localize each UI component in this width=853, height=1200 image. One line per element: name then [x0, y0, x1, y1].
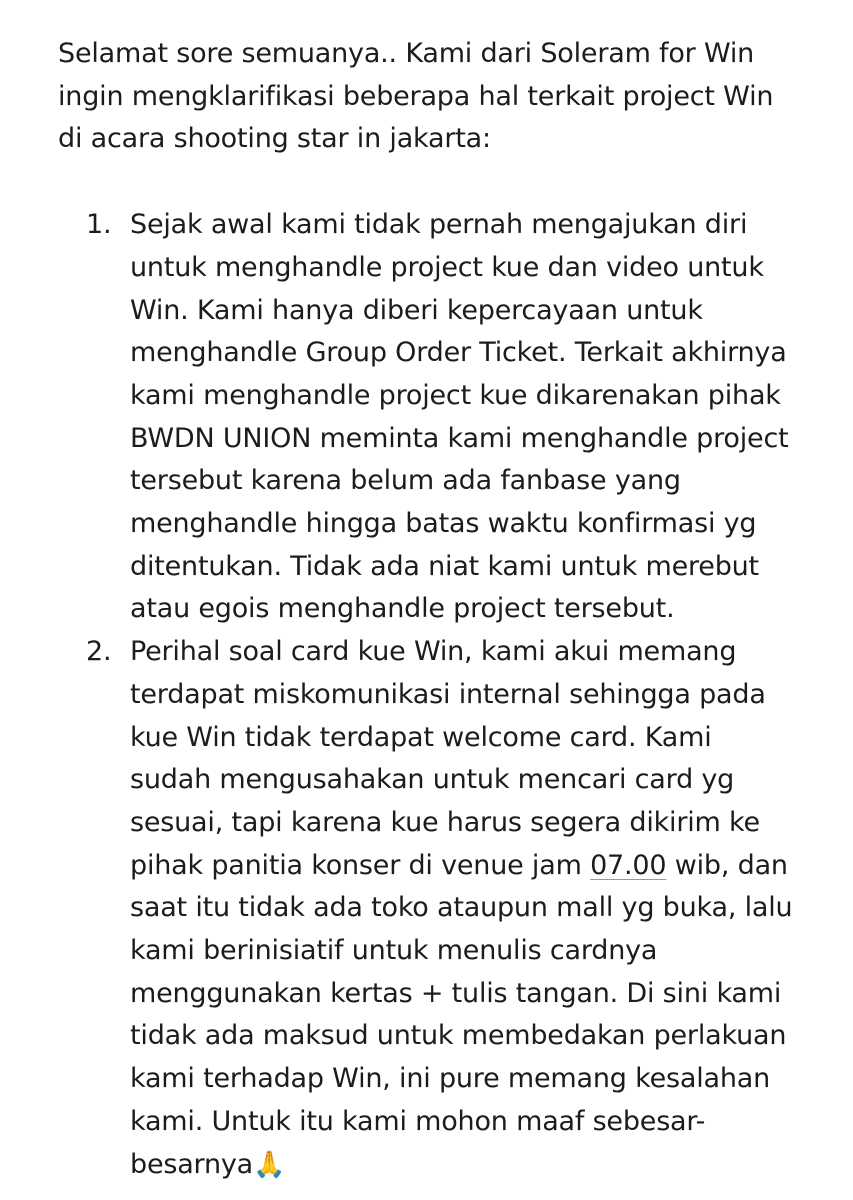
numbered-list — [58, 204, 848, 1186]
list-line: tidak ada maksud untuk membedakan perlakuan — [130, 1020, 787, 1052]
list-item-1 — [58, 204, 848, 631]
time-line-before: pihak panitia konser di venue jam — [130, 849, 591, 881]
list-line: Perihal soal card kue Win, kami akui memang — [130, 636, 737, 668]
list-line: Win. Kami hanya diberi kepercayaan untuk — [130, 294, 703, 326]
note-body — [58, 33, 848, 1186]
list-line: kami menghandle project kue dikarenakan pihak — [130, 379, 781, 411]
intro-line: ingin mengklarifikasi beberapa hal terkait project Win — [58, 80, 774, 112]
list-line: kami terhadap Win, ini pure memang kesalahan — [130, 1063, 771, 1095]
last-word: besarnya — [130, 1148, 254, 1180]
list-line: kue Win tidak terdapat welcome card. Kami — [130, 721, 712, 753]
list-line: kami berinisiatif untuk menulis cardnya — [130, 935, 658, 967]
list-line: menggunakan kertas + tulis tangan. Di sini kami — [130, 977, 782, 1009]
list-line: Sejak awal kami tidak pernah mengajukan diri — [130, 209, 748, 241]
list-item-2 — [58, 631, 848, 1186]
list-line: saat itu tidak ada toko ataupun mall yg buka, lalu — [130, 892, 793, 924]
time-line-after: wib, dan — [666, 849, 788, 881]
list-line: menghandle hingga batas waktu konfirmasi yg — [130, 508, 757, 540]
time-link[interactable]: 07.00 — [590, 849, 667, 881]
list-line-with-time — [130, 845, 848, 888]
list-line-last — [130, 1144, 848, 1187]
list-line: BWDN UNION meminta kami menghandle project — [130, 422, 789, 454]
list-line: sudah mengusahakan untuk mencari card yg — [130, 764, 735, 796]
list-line: ditentukan. Tidak ada niat kami untuk merebut — [130, 550, 759, 582]
list-line: sesuai, tapi karena kue harus segera dikirim ke — [130, 806, 760, 838]
list-line: menghandle Group Order Ticket. Terkait akhirnya — [130, 337, 787, 369]
intro-line: di acara shooting star in jakarta: — [58, 123, 491, 155]
list-line: tersebut karena belum ada fanbase yang — [130, 465, 681, 497]
folded-hands-icon: 🙏 — [253, 1149, 286, 1180]
list-line: terdapat miskomunikasi internal sehingga pada — [130, 678, 766, 710]
list-line: untuk menghandle project kue dan video untuk — [130, 251, 764, 283]
intro-paragraph — [58, 33, 848, 161]
list-line: kami. Untuk itu kami mohon maaf sebesar- — [130, 1105, 706, 1137]
intro-line: Selamat sore semuanya.. Kami dari Soleram for Win — [58, 38, 755, 69]
list-marker: 1. — [86, 209, 112, 241]
list-line: atau egois menghandle project tersebut. — [130, 593, 675, 625]
list-marker: 2. — [86, 636, 112, 668]
